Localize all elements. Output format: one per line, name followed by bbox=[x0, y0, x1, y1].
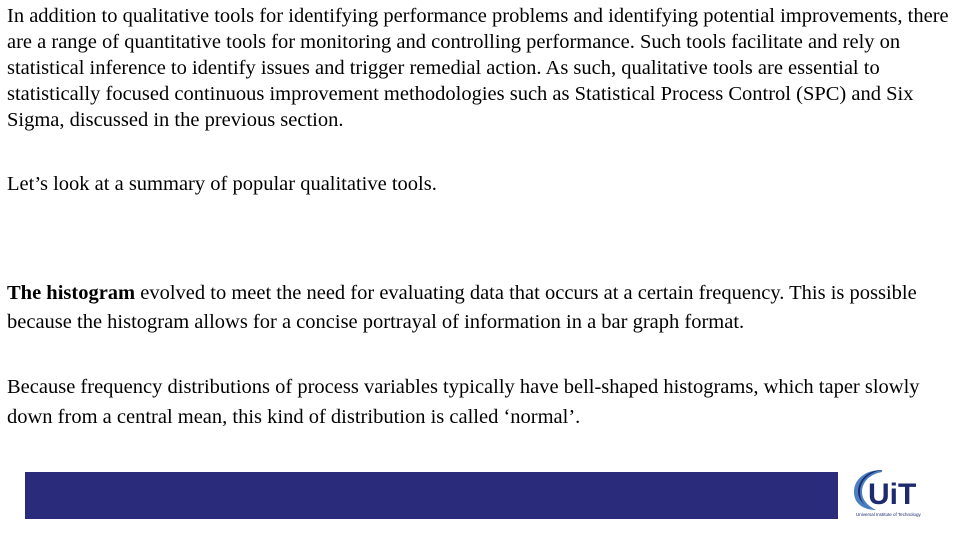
logo-caption: Universal Institute of Technology bbox=[856, 512, 921, 517]
histogram-paragraph bbox=[7, 279, 953, 336]
histogram-description: evolved to meet the need for evaluating data that occurs at a certain frequency. This is possible because the histogram allows for a concise portrayal of information in a bar graph format. bbox=[7, 282, 917, 333]
histogram-term: The histogram bbox=[7, 282, 136, 304]
logo-text: UiT bbox=[868, 478, 917, 511]
uit-logo-icon bbox=[850, 464, 940, 512]
summary-intro-paragraph: Let’s look at a summary of popular qualitative tools. bbox=[7, 173, 437, 195]
intro-paragraph: In addition to qualitative tools for identifying performance problems and identifying potential improvements, there are a range of quantitative tools for monitoring and controlling performance. Such tools facilitate and rely on statistical inference to identify issues and trigger remedial action. As such, qualitative tools are essential to statistically focused continuous improvement methodologies such as Statistical Process Control (SPC) and Six Sigma, discussed in the previous section. bbox=[7, 5, 949, 131]
footer-bar bbox=[25, 472, 838, 519]
uit-logo bbox=[850, 464, 940, 526]
normal-distribution-paragraph: Because frequency distributions of process variables typically have bell-shaped histograms, which taper slowly down from a central mean, this kind of distribution is called ‘normal’. bbox=[7, 376, 920, 428]
